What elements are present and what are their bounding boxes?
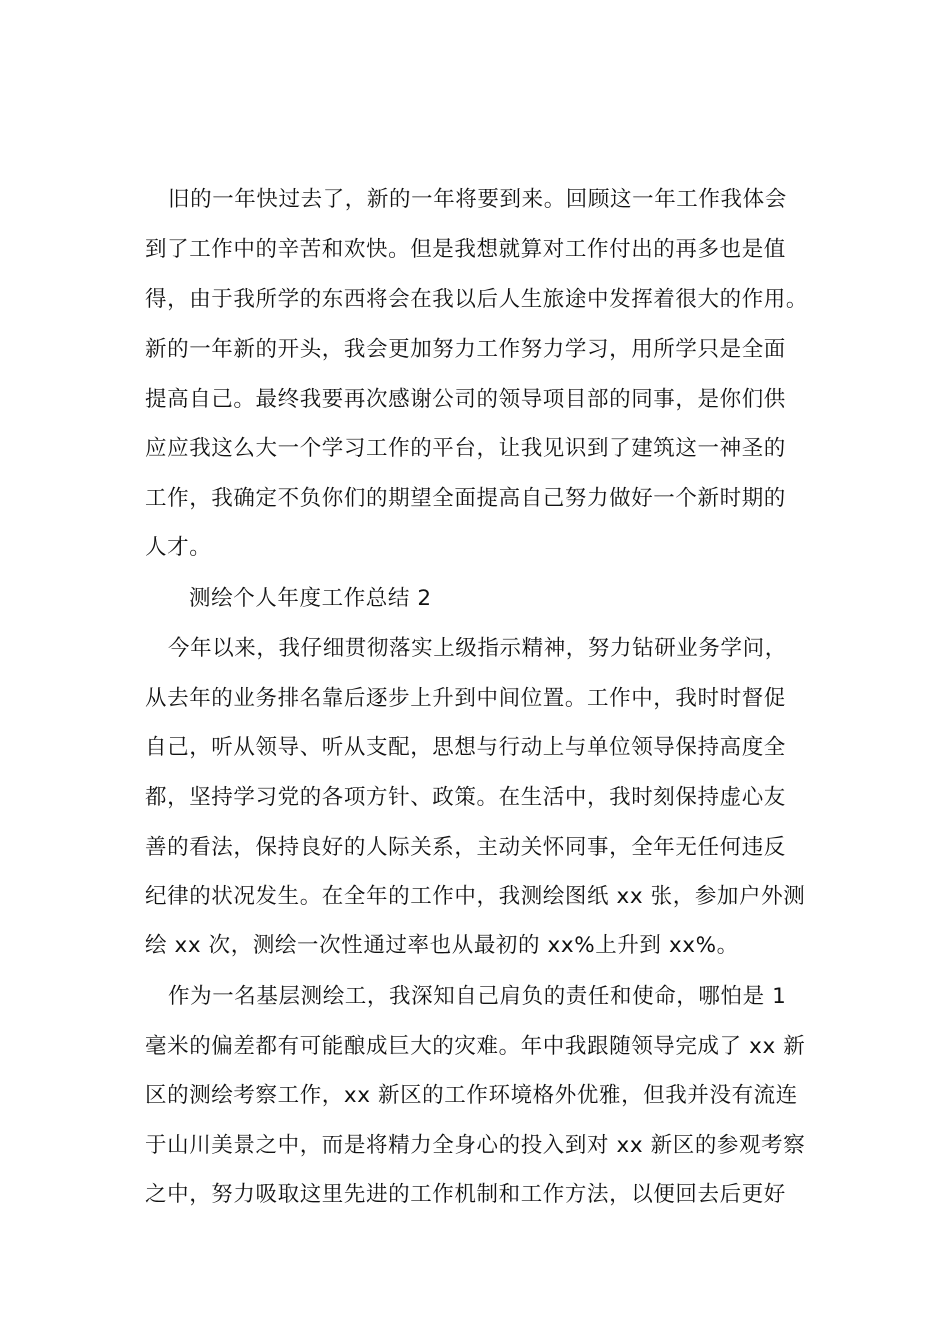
paragraph-1-line-2: 到了工作中的辛苦和欢快。但是我想就算对工作付出的再多也是值 xyxy=(145,237,786,262)
section-heading: 测绘个人年度工作总结 2 xyxy=(189,586,432,611)
paragraph-3-line-4: 于山川美景之中，而是将精力全身心的投入到对 xx 新区的参观考察 xyxy=(145,1133,806,1158)
paragraph-2-line-7: 绘 xx 次，测绘一次性通过率也从最初的 xx%上升到 xx%。 xyxy=(145,933,739,958)
paragraph-1-line-8: 人才。 xyxy=(145,535,212,560)
paragraph-1-line-1: 旧的一年快过去了，新的一年将要到来。回顾这一年工作我体会 xyxy=(168,187,787,212)
paragraph-3-line-1: 作为一名基层测绘工，我深知自己肩负的责任和使命，哪怕是 1 xyxy=(168,984,787,1009)
paragraph-3-line-5: 之中，努力吸取这里先进的工作机制和工作方法，以便回去后更好 xyxy=(145,1182,786,1207)
paragraph-2-line-2: 从去年的业务排名靠后逐步上升到中间位置。工作中，我时时督促 xyxy=(145,686,786,711)
paragraph-3-line-2: 毫米的偏差都有可能酿成巨大的灾难。年中我跟随领导完成了 xx 新 xyxy=(145,1034,806,1059)
paragraph-2-line-5: 善的看法，保持良好的人际关系，主动关怀同事，全年无任何违反 xyxy=(145,835,786,860)
paragraph-1-line-7: 工作，我确定不负你们的期望全面提高自己努力做好一个新时期的 xyxy=(145,486,786,511)
paragraph-2-line-4: 都，坚持学习党的各项方针、政策。在生活中，我时刻保持虚心友 xyxy=(145,785,786,810)
paragraph-1-line-5: 提高自己。最终我要再次感谢公司的领导项目部的同事，是你们供 xyxy=(145,387,786,412)
paragraph-2-line-1: 今年以来，我仔细贯彻落实上级指示精神，努力钻研业务学问， xyxy=(168,636,787,661)
paragraph-1-line-4: 新的一年新的开头，我会更加努力工作努力学习，用所学只是全面 xyxy=(145,337,786,362)
paragraph-2-line-3: 自己，听从领导、听从支配，思想与行动上与单位领导保持高度全 xyxy=(145,735,786,760)
paragraph-3-line-3: 区的测绘考察工作，xx 新区的工作环境格外优雅，但我并没有流连 xyxy=(145,1083,798,1108)
paragraph-1-line-3: 得，由于我所学的东西将会在我以后人生旅途中发挥着很大的作用。 xyxy=(145,287,809,312)
paragraph-1-line-6: 应应我这么大一个学习工作的平台，让我见识到了建筑这一神圣的 xyxy=(145,436,786,461)
paragraph-2-line-6: 纪律的状况发生。在全年的工作中，我测绘图纸 xx 张，参加户外测 xyxy=(145,884,806,909)
